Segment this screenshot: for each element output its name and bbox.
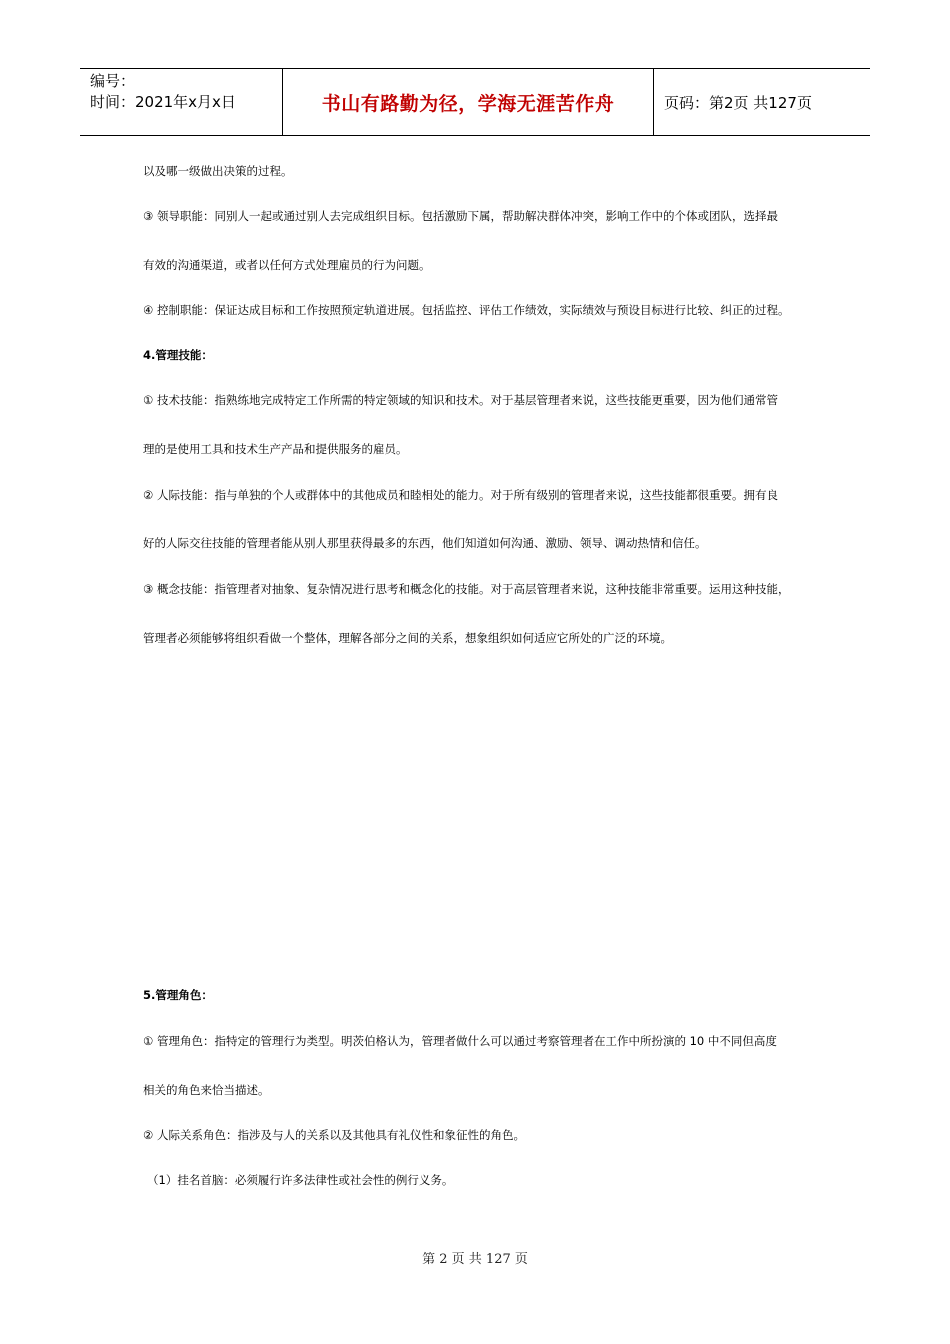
time-label: 时间：2021年x月x日: [90, 93, 236, 111]
header-page-info: [654, 69, 870, 135]
text-line: 好的人际交往技能的管理者能从别人那里获得最多的东西，他们知道如何沟通、激励、领导、调动热情和信任。: [143, 536, 707, 550]
section-heading: 4.管理技能：: [143, 348, 213, 362]
page-footer: 第 2 页 共 127 页: [422, 1252, 528, 1267]
motto-text: 书山有路勤为径，学海无涯苦作舟: [321, 92, 615, 115]
text-line: 有效的沟通渠道，或者以任何方式处理雇员的行为问题。: [143, 258, 431, 272]
text-line: ② 人际关系角色：指涉及与人的关系以及其他具有礼仪性和象征性的角色。: [143, 1128, 525, 1142]
page-header: [80, 68, 870, 136]
text-line: ① 技术技能：指熟练地完成特定工作所需的特定领域的知识和技术。对于基层管理者来说，这些技能更重要，因为他们通常管: [143, 393, 778, 407]
text-line: 以及哪一级做出决策的过程。: [143, 164, 293, 178]
number-label: 编号：: [90, 72, 136, 90]
text-line: 管理者必须能够将组织看做一个整体，理解各部分之间的关系，想象组织如何适应它所处的广泛的环境。: [143, 631, 672, 645]
text-line: ③ 领导职能：同别人一起或通过别人去完成组织目标。包括激励下属，帮助解决群体冲突，影响工作中的个体或团队，选择最: [143, 209, 778, 223]
text-line: ② 人际技能：指与单独的个人或群体中的其他成员和睦相处的能力。对于所有级别的管理者来说，这些技能都很重要。拥有良: [143, 488, 778, 502]
page-info-text: 页码：第2页 共127页: [664, 93, 812, 112]
text-line: ④ 控制职能：保证达成目标和工作按照预定轨道进展。包括监控、评估工作绩效，实际绩效与预设目标进行比较、纠正的过程。: [143, 303, 790, 317]
section-heading: 5.管理角色：: [143, 988, 213, 1002]
text-line: ① 管理角色：指特定的管理行为类型。明茨伯格认为，管理者做什么可以通过考察管理者在工作中所扮演的 10 中不同但高度: [143, 1034, 777, 1048]
header-motto-cell: [282, 69, 654, 135]
text-line: （1）挂名首脑：必须履行许多法律性或社会性的例行义务。: [147, 1173, 454, 1187]
text-line: 相关的角色来恰当描述。: [143, 1083, 270, 1097]
text-line: 理的是使用工具和技术生产产品和提供服务的雇员。: [143, 442, 408, 456]
text-line: ③ 概念技能：指管理者对抽象、复杂情况进行思考和概念化的技能。对于高层管理者来说，这种技能非常重要。运用这种技能，: [143, 582, 790, 596]
header-meta: [80, 69, 282, 135]
